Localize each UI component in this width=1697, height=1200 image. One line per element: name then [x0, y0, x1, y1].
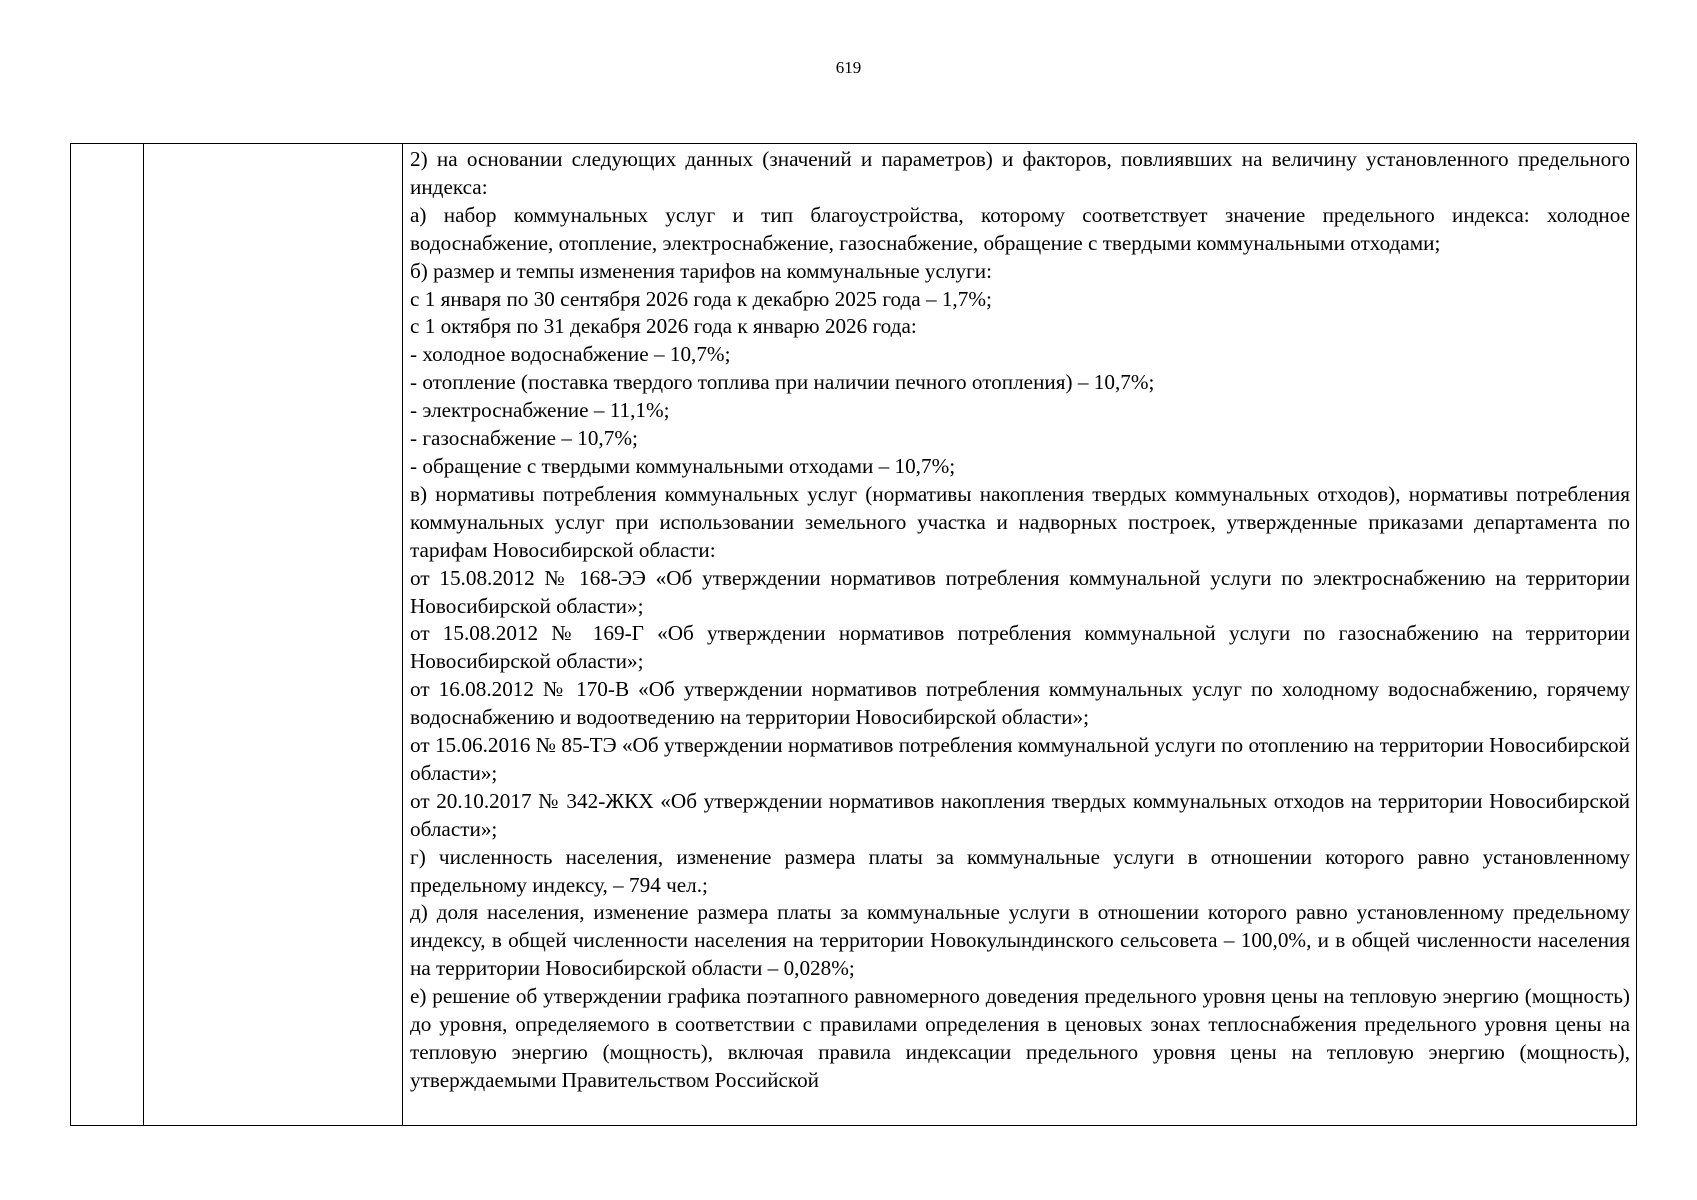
paragraph: 2) на основании следующих данных (значений и параметров) и факторов, повлиявших на величину установленного предельного индекса:: [410, 147, 1630, 199]
table-cell-content: [403, 144, 1637, 1126]
paragraph: - электроснабжение – 11,1%;: [410, 398, 670, 423]
paragraph: а) набор коммунальных услуг и тип благоустройства, которому соответствует значение предельного индекса: холодное водоснабжение, отопление, электроснабжение, газоснабжение, обращение с твердыми коммунальными отходами;: [410, 202, 1630, 255]
paragraph: г) численность населения, изменение размера платы за коммунальные услуги в отношении которого равно установленному предельному индексу, – 794 чел.;: [410, 844, 1630, 897]
paragraph: - холодное водоснабжение – 10,7%;: [410, 342, 731, 367]
paragraph: с 1 октября по 31 декабря 2026 года к январю 2026 года:: [410, 314, 917, 339]
page-number: 619: [835, 58, 862, 77]
table-cell-number: [71, 144, 144, 1126]
paragraph: е) решение об утверждении графика поэтапного равномерного доведения предельного уровня цены на тепловую энергию (мощность) до уровня, определяемого в соответствии с правилами определения в ценовых зонах теплоснабжения предельного уровня цены на тепловую энергию (мощность), включая правила индексации предельного уровня цены на тепловую энергию (мощность), утверждаемыми Правительством Российской: [410, 984, 1630, 1092]
paragraph: от 15.06.2016 № 85-ТЭ «Об утверждении нормативов потребления коммунальной услуги по отоплению на территории Новосибирской области»;: [410, 733, 1630, 785]
paragraph: б) размер и темпы изменения тарифов на коммунальные услуги:: [410, 258, 993, 283]
paragraph: от 16.08.2012 № 170-В «Об утверждении нормативов потребления коммунальных услуг по холодному водоснабжению, горячему водоснабжению и водоотведению на территории Новосибирской области»;: [410, 677, 1630, 730]
table-row: [71, 144, 1637, 1126]
paragraph: в) нормативы потребления коммунальных услуг (нормативы накопления твердых коммунальных отходов), нормативы потребления коммунальных услуг при использовании земельного участка и надворных построек, утвержденные приказами департамента по тарифам Новосибирской области:: [410, 481, 1630, 562]
paragraph: - обращение с твердыми коммунальными отходами – 10,7%;: [410, 453, 956, 478]
paragraph: от 20.10.2017 № 342-ЖКХ «Об утверждении нормативов накопления твердых коммунальных отходов на территории Новосибирской области»;: [410, 788, 1630, 841]
paragraph: от 15.08.2012 № 169-Г «Об утверждении нормативов потребления коммунальной услуги по газоснабжению на территории Новосибирской области»;: [410, 621, 1630, 674]
content-text: [403, 144, 1636, 1095]
paragraph: - отопление (поставка твердого топлива при наличии печного отопления) – 10,7%;: [410, 370, 1155, 395]
paragraph: д) доля населения, изменение размера платы за коммунальные услуги в отношении которого равно установленному предельному индексу, в общей численности населения на территории Новокулындинского сельсовета – 100,0%, и в общей численности населения на территории Новосибирской области – 0,028%;: [410, 900, 1630, 981]
table-cell-name: [144, 144, 403, 1126]
paragraph: от 15.08.2012 № 168-ЭЭ «Об утверждении нормативов потребления коммунальной услуги по электроснабжению на территории Новосибирской области»;: [410, 565, 1630, 618]
document-table: [70, 143, 1637, 1126]
paragraph: - газоснабжение – 10,7%;: [410, 426, 638, 451]
paragraph: с 1 января по 30 сентября 2026 года к декабрю 2025 года – 1,7%;: [410, 286, 992, 311]
